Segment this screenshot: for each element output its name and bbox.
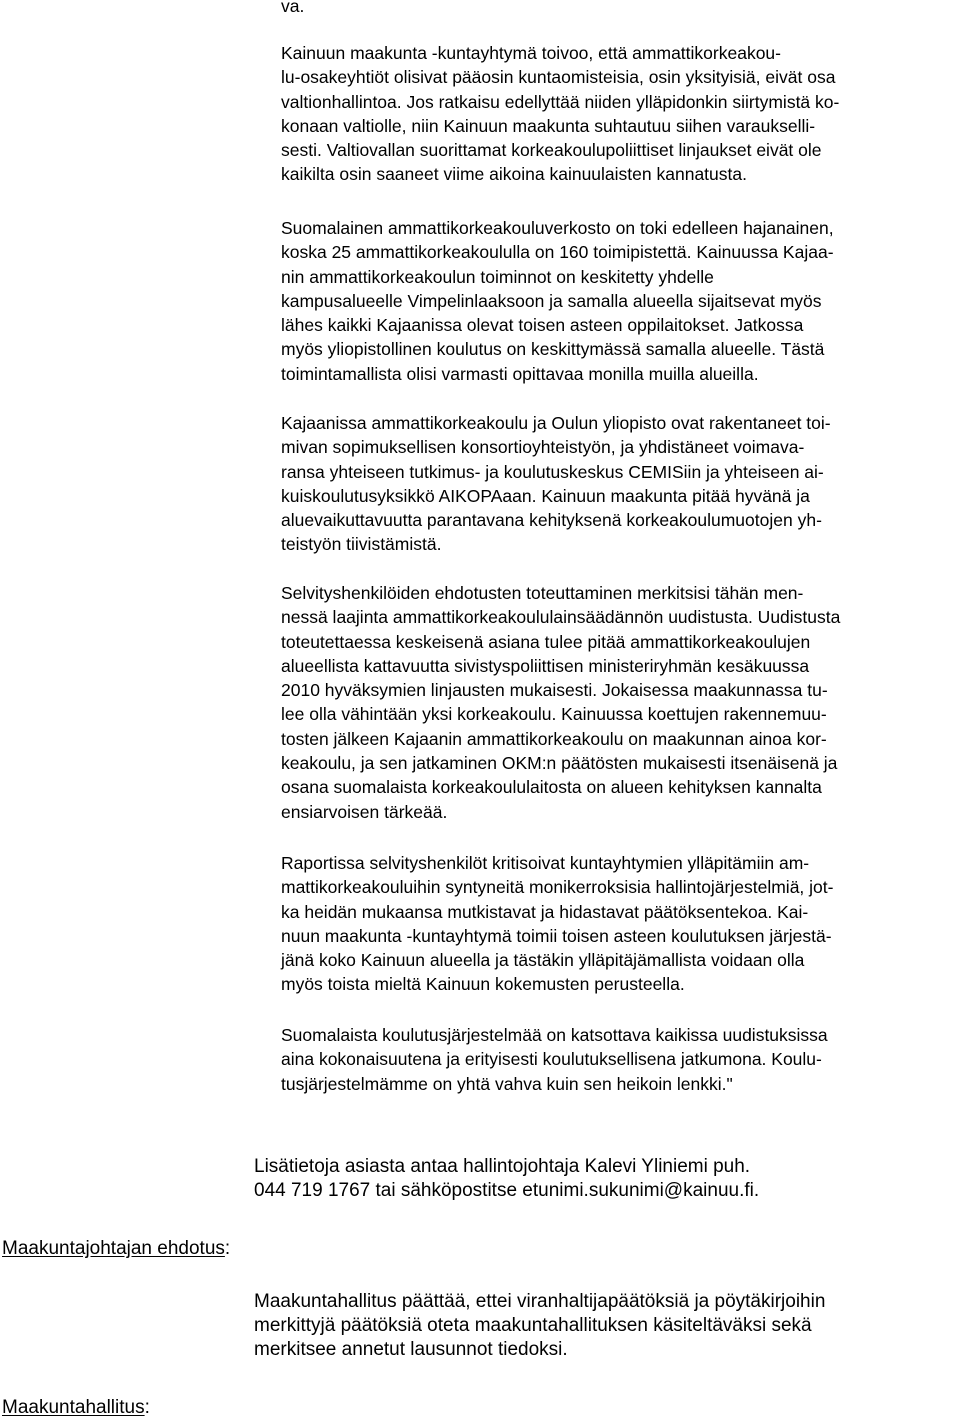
statement-paragraph-2 — [281, 216, 834, 386]
proposal-line: merkittyjä päätöksiä oteta maakuntahallituksen käsiteltäväksi sekä — [254, 1315, 812, 1336]
paragraph-line: nuun maakunta -kuntayhtymä toimii toisen asteen koulutuksen järjestä- — [281, 925, 832, 946]
paragraph-line: ransa yhteiseen tutkimus- ja koulutuskeskus CEMISiin ja yhteiseen ai- — [281, 461, 824, 482]
board-label-text: Maakuntahallitus — [2, 1397, 145, 1418]
paragraph-line: alueellista kattavuutta sivistyspoliittisen ministeriryhmän kesäkuussa — [281, 655, 810, 676]
paragraph-line: koska 25 ammattikorkeakoululla on 160 toimipistettä. Kainuussa Kajaa- — [281, 242, 834, 263]
paragraph-line: mivan sopimuksellisen konsortioyhteistyön, ja yhdistäneet voimava- — [281, 437, 805, 458]
paragraph-line: ensiarvoisen tärkeää. — [281, 801, 448, 822]
paragraph-line: myös yliopistollinen koulutus on keskittymässä samalla alueelle. Tästä — [281, 339, 825, 360]
contact-line: 044 719 1767 tai sähköpostitse etunimi.sukunimi@kainuu.fi. — [254, 1180, 760, 1201]
paragraph-line: Kainuun maakunta -kuntayhtymä toivoo, että ammattikorkeakou- — [281, 43, 781, 63]
paragraph-line: Suomalainen ammattikorkeakouluverkosto on toki edelleen hajanainen, — [281, 218, 834, 238]
statement-paragraph-4 — [281, 581, 840, 824]
paragraph-line: Raportissa selvityshenkilöt kritisoivat kuntayhtymien ylläpitämiin am- — [281, 853, 810, 873]
paragraph-line: lee olla vähintään yksi korkeakoulu. Kainuussa koettujen rakennemuu- — [281, 704, 827, 725]
paragraph-line: toteutettaessa keskeisenä asiana tulee pitää ammattikorkeakoulujen — [281, 631, 811, 652]
paragraph-line: nin ammattikorkeakoulun toiminnot on keskitetty yhdelle — [281, 266, 714, 287]
paragraph-line: Selvityshenkilöiden ehdotusten toteuttaminen merkitsisi tähän men- — [281, 583, 804, 603]
statement-paragraph-3 — [281, 411, 831, 557]
paragraph-line: sesti. Valtiovallan suorittamat korkeakoulupoliittiset linjaukset eivät ole — [281, 140, 822, 161]
statement-paragraph-6 — [281, 1023, 828, 1096]
paragraph-line: aina kokonaisuutena ja erityisesti koulutuksellisena jatkumona. Koulu- — [281, 1049, 822, 1070]
contact-line: Lisätietoja asiasta antaa hallintojohtaja Kalevi Yliniemi puh. — [254, 1156, 751, 1177]
paragraph-line: ka heidän mukaansa mutkistavat ja hidastavat päätöksentekoa. Kai- — [281, 901, 809, 922]
paragraph-line: lu-osakeyhtiöt olisivat pääosin kuntaomisteisia, osin yksityisiä, eivät osa — [281, 67, 836, 88]
paragraph-line: keakoulu, ja sen jatkaminen OKM:n päätösten mukaisesti itsenäisenä ja — [281, 753, 838, 774]
paragraph-line: kaikilta osin saaneet viime aikoina kainuulaisten kannatusta. — [281, 164, 747, 185]
contact-info — [254, 1155, 759, 1203]
paragraph-line: tosten jälkeen Kajaanin ammattikorkeakoulu on maakunnan ainoa kor- — [281, 728, 827, 749]
paragraph-line: toimintamallista olisi varmasti opittavaa monilla muilla alueilla. — [281, 363, 759, 384]
statement-paragraph-1 — [281, 41, 839, 187]
proposal-label-text: Maakuntajohtajan ehdotus — [2, 1238, 225, 1259]
board-label-colon: : — [144, 1397, 150, 1418]
paragraph-line: 2010 hyväksymien linjausten mukaisesti. Jokaisessa maakunnassa tu- — [281, 680, 828, 701]
paragraph-line: lähes kaikki Kajaanissa olevat toisen asteen oppilaitokset. Jatkossa — [281, 315, 804, 336]
proposal-line: merkitsee annetut lausunnot tiedoksi. — [254, 1339, 568, 1360]
paragraph-line: konaan valtiolle, niin Kainuun maakunta suhtautuu siihen varaukselli- — [281, 115, 816, 136]
paragraph-line: Suomalaista koulutusjärjestelmää on katsottava kaikissa uudistuksissa — [281, 1025, 828, 1045]
paragraph-line: mattikorkeakouluihin syntyneitä monikerroksisia hallintojärjestelmiä, jot- — [281, 877, 834, 898]
paragraph-line: teistyön tiivistämistä. — [281, 534, 442, 555]
paragraph-line: kuiskoulutusyksikkö AIKOPAaan. Kainuun maakunta pitää hyvänä ja — [281, 485, 810, 506]
proposal-label — [2, 1237, 230, 1261]
proposal-text — [254, 1290, 825, 1362]
paragraph-line: tusjärjestelmämme on yhtä vahva kuin sen heikoin lenkki." — [281, 1073, 733, 1094]
paragraph-line: jänä koko Kainuun alueella ja tästäkin ylläpitäjämallista voidaan olla — [281, 950, 805, 971]
paragraph-line: valtionhallintoa. Jos ratkaisu edellyttää niiden ylläpidonkin siirtymistä ko- — [281, 91, 840, 112]
header-fragment: va. — [281, 0, 305, 16]
paragraph-line: osana suomalaista korkeakoululaitosta on alueen kehityksen kannalta — [281, 777, 822, 798]
paragraph-line: nessä laajinta ammattikorkeakoululainsäädännön uudistusta. Uudistusta — [281, 607, 841, 628]
paragraph-line: Kajaanissa ammattikorkeakoulu ja Oulun yliopisto ovat rakentaneet toi- — [281, 413, 831, 433]
header-fragment-block — [281, 0, 304, 18]
board-label — [2, 1396, 150, 1420]
proposal-line: Maakuntahallitus päättää, ettei viranhaltijapäätöksiä ja pöytäkirjoihin — [254, 1291, 826, 1312]
statement-paragraph-5 — [281, 851, 833, 997]
paragraph-line: kampusalueelle Vimpelinlaaksoon ja samalla alueella sijaitsevat myös — [281, 290, 822, 311]
paragraph-line: aluevaikuttavuutta parantavana kehityksenä korkeakoulumuotojen yh- — [281, 510, 822, 531]
paragraph-line: myös toista mieltä Kainuun kokemusten perusteella. — [281, 974, 685, 995]
proposal-label-colon: : — [224, 1238, 231, 1259]
